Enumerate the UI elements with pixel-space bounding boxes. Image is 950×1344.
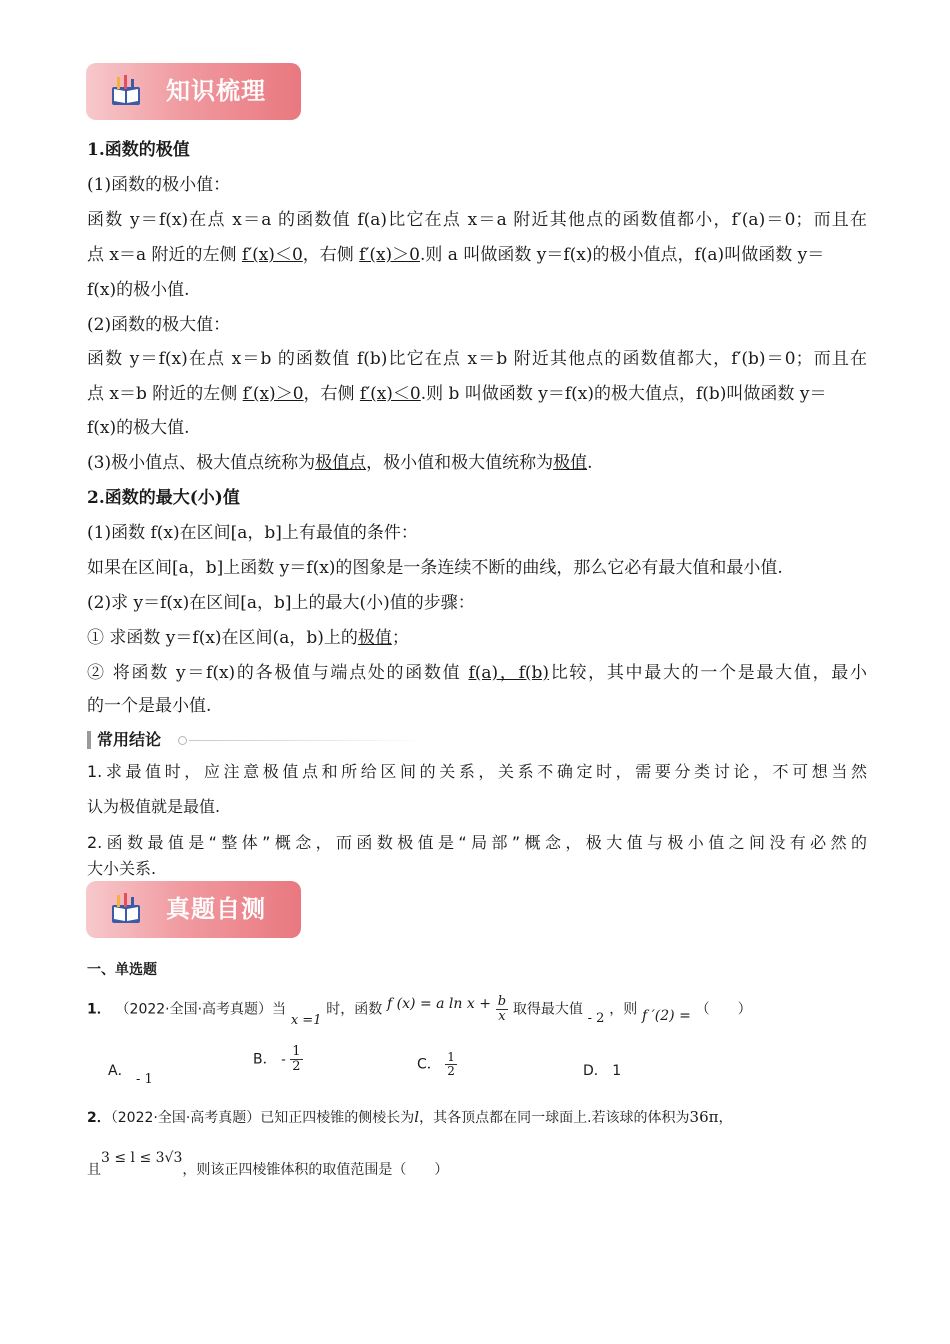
underlined-answer: f(a)，f(b) xyxy=(468,663,550,683)
section-banner-knowledge xyxy=(86,63,301,120)
text-max-3: f(x)的极大值. xyxy=(87,418,190,438)
text-span: . xyxy=(587,453,593,473)
sub-maximum: (2)函数的极大值： xyxy=(87,315,231,335)
text-min-2 xyxy=(87,243,867,267)
text-span: 点 x＝b 附近的左侧 xyxy=(87,384,243,404)
text-extremum-def xyxy=(87,451,867,475)
conclusions-tag xyxy=(87,727,347,753)
banner-title: 知识梳理 xyxy=(166,77,266,105)
tag-bar xyxy=(87,731,91,749)
option-label: A． xyxy=(108,1063,132,1079)
tag-dot xyxy=(178,736,187,745)
math-range: 3 ≤ l ≤ 3√3 xyxy=(101,1150,183,1166)
text-span: 点 x＝a 附近的左侧 xyxy=(87,245,242,265)
text-span: ，其各顶点都在同一球面上.若该球的体积为 xyxy=(419,1110,690,1126)
text-maxmin-6: 的一个是最小值. xyxy=(87,696,212,716)
math-function: f (x) = a ln x + xyxy=(387,995,491,1012)
text-span: (3)极小值点、极大值点统称为 xyxy=(87,453,316,473)
text-maxmin-2: 如果在区间[a，b]上函数 y＝f(x)的图象是一条连续不断的曲线，那么它必有最大值和最小值. xyxy=(87,558,783,578)
heading-extremum: 1.函数的极值 xyxy=(87,140,190,160)
conclusion-2b: 大小关系. xyxy=(87,859,157,878)
text-span: ② 将函数 y＝f(x)的各极值与端点处的函数值 xyxy=(87,663,469,683)
frac-numerator: 1 xyxy=(292,1044,301,1059)
option-d[interactable] xyxy=(583,1060,621,1080)
text-span: ，极小值和极大值统称为 xyxy=(366,453,554,473)
text-min-3: f(x)的极小值. xyxy=(87,280,190,300)
option-label: C． xyxy=(417,1056,441,1073)
text-span: ； xyxy=(391,628,409,648)
frac-denominator: 2 xyxy=(292,1059,301,1074)
math-value: - 2 xyxy=(587,1010,605,1026)
conclusion-2a: 2.函数最值是“整体”概念，而函数极值是“局部”概念，极大值与极小值之间没有必然的 xyxy=(87,833,867,852)
heading-maxmin: 2.函数的最大(小)值 xyxy=(87,488,240,508)
text-span: ，则 xyxy=(609,1001,638,1018)
banner-title: 真题自测 xyxy=(166,895,266,923)
text-span: ， xyxy=(718,1110,733,1126)
answer-paren: （ ） xyxy=(695,1001,752,1018)
frac-denominator: 2 xyxy=(447,1064,455,1078)
option-b[interactable] xyxy=(253,1045,303,1074)
frac-numerator: b xyxy=(497,994,507,1009)
text-span: 取得最大值 xyxy=(512,1001,583,1018)
text-maxmin-3: (2)求 y＝f(x)在区间[a，b]上的最大(小)值的步骤： xyxy=(87,593,475,613)
option-fraction xyxy=(290,1045,302,1074)
tag-label: 常用结论 xyxy=(97,730,162,749)
text-span: .则 a 叫做函数 y＝f(x)的极小值点，f(a)叫做函数 y＝ xyxy=(420,245,825,265)
underlined-answer: f′(x)＞0 xyxy=(242,384,304,404)
text-maxmin-5 xyxy=(87,661,867,685)
text-span: 比较，其中最大的一个是最大值，最小 xyxy=(549,663,867,683)
math-volume: 36π xyxy=(689,1108,719,1126)
question-2-line1 xyxy=(87,1105,867,1130)
question-2-line2 xyxy=(87,1150,867,1182)
option-sign: - xyxy=(281,1051,286,1068)
sub-minimum: (1)函数的极小值： xyxy=(87,175,231,195)
option-label: B． xyxy=(253,1051,277,1068)
exam-section-title: 一、单选题 xyxy=(87,962,157,978)
section-banner-selftest xyxy=(86,881,301,938)
text-maxmin-1: (1)函数 f(x)在区间[a，b]上有最值的条件： xyxy=(87,523,418,543)
text-span: ，则该正四棱锥体积的取值范围是（ ） xyxy=(182,1162,449,1178)
text-max-1: 函数 y＝f(x)在点 x＝b 的函数值 f(b)比它在点 x＝b 附近其他点的函数值都大，f′(b)＝0；而且在 xyxy=(87,349,867,369)
text-span: .则 b 叫做函数 y＝f(x)的极大值点，f(b)叫做函数 y＝ xyxy=(420,384,827,404)
fraction-b-over-x xyxy=(496,995,508,1024)
conclusion-1a: 1.求最值时，应注意极值点和所给区间的关系，关系不确定时，需要分类讨论，不可想当然 xyxy=(87,762,867,781)
option-label: D． xyxy=(583,1063,608,1079)
text-min-1: 函数 y＝f(x)在点 x＝a 的函数值 f(a)比它在点 x＝a 附近其他点的函数值都小，f′(a)＝0；而且在 xyxy=(87,210,867,230)
question-1 xyxy=(87,994,867,1028)
frac-denominator: x xyxy=(498,1009,506,1024)
text-span: 时，函数 xyxy=(326,1001,383,1018)
underlined-answer: 极值点 xyxy=(315,453,367,473)
option-value: 1 xyxy=(612,1063,622,1079)
question-source: （2022·全国·高考真题）当 xyxy=(115,1001,287,1018)
question-number: 1． xyxy=(87,1001,111,1018)
underlined-answer: 极值 xyxy=(357,628,392,648)
option-c[interactable] xyxy=(417,1051,457,1078)
option-value: - 1 xyxy=(136,1072,153,1087)
text-span: ① 求函数 y＝f(x)在区间(a，b)上的 xyxy=(87,628,358,648)
text-maxmin-4 xyxy=(87,626,867,650)
math-condition: x =1 xyxy=(290,1012,322,1028)
text-span: 且 xyxy=(87,1162,101,1178)
text-max-2 xyxy=(87,382,867,406)
underlined-answer: 极值 xyxy=(553,453,588,473)
underlined-answer: f′(x)＜0 xyxy=(359,384,421,404)
frac-numerator: 1 xyxy=(447,1050,455,1064)
math-ask: f ′(2) = xyxy=(641,1007,691,1024)
book-icon xyxy=(108,73,144,109)
text-span: ，右侧 xyxy=(303,384,360,404)
text-span: ，右侧 xyxy=(302,245,360,265)
question-number: 2． xyxy=(87,1110,111,1126)
underlined-answer: f′(x)＞0 xyxy=(359,245,420,265)
tag-rule xyxy=(189,740,429,741)
underlined-answer: f′(x)＜0 xyxy=(241,245,303,265)
math-var-l: l xyxy=(414,1108,420,1126)
conclusion-1b: 认为极值就是最值. xyxy=(87,797,221,816)
question-source: （2022·全国·高考真题）已知正四棱锥的侧棱长为 xyxy=(110,1110,415,1126)
book-icon xyxy=(108,891,144,927)
option-a[interactable] xyxy=(108,1060,153,1087)
option-fraction xyxy=(445,1051,457,1078)
